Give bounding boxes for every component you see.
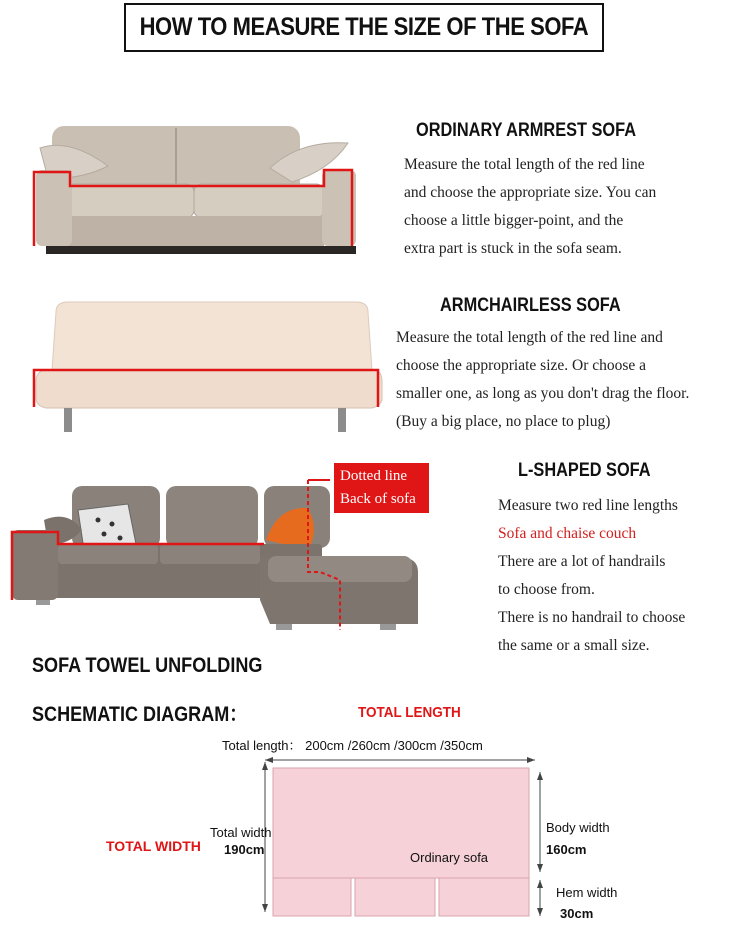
section-heading: L-SHAPED SOFA [518,460,651,481]
description-line: and choose the appropriate size. You can [404,184,657,201]
section-description [396,324,689,436]
total-width-label: TOTAL WIDTH [106,838,201,854]
description-line: Measure the total length of the red line [404,156,645,173]
total-width-value: 190cm [224,842,265,857]
description-line: choose the appropriate size. Or choose a [396,357,647,374]
description-line: smaller one, as long as you don't drag the floor. [396,385,690,402]
total-length-label: TOTAL LENGTH [358,704,461,721]
description-line-highlight: Sofa and chaise couch [498,525,637,542]
section-heading: ARMCHAIRLESS SOFA [440,295,621,316]
hem-width-value: 30cm [560,906,594,921]
description-line: to choose from. [498,581,595,598]
armrest-sofa-image [30,118,365,258]
page-title-box [124,3,604,52]
description-line: Measure the total length of the red line and [396,329,663,346]
description-line: choose a little bigger-point, and the [404,212,624,229]
body-width-text: Body width [546,820,610,835]
diagram-heading-line1: SOFA TOWEL UNFOLDING [32,654,263,677]
section-description [498,492,685,660]
armchairless-sofa-image [26,290,386,440]
description-line: Measure two red line lengths [498,497,678,514]
total-width-text: Total width [210,825,272,840]
description-line: extra part is stuck in the sofa seam. [404,240,622,257]
description-line: (Buy a big place, no place to plug) [396,413,611,430]
description-line: There are a lot of handrails [498,553,666,570]
section-description [404,151,656,263]
dotted-line-callout [334,463,429,513]
page-title: HOW TO MEASURE THE SIZE OF THE SOFA [139,13,589,41]
description-line: the same or a small size. [498,637,650,654]
hem-width-text: Hem width [556,885,618,900]
center-label: Ordinary sofa [410,850,489,865]
diagram-heading-line2: SCHEMATIC DIAGRAM： [32,703,248,726]
body-width-value: 160cm [546,842,587,857]
callout-line: Dotted line [340,468,408,484]
section-heading: ORDINARY ARMREST SOFA [416,120,637,141]
callout-line: Back of sofa [340,491,416,507]
sofa-cover-diagram [255,752,555,927]
total-length-values: Total length： 200cm /260cm /300cm /350cm [222,738,483,753]
description-line: There is no handrail to choose [498,609,686,626]
